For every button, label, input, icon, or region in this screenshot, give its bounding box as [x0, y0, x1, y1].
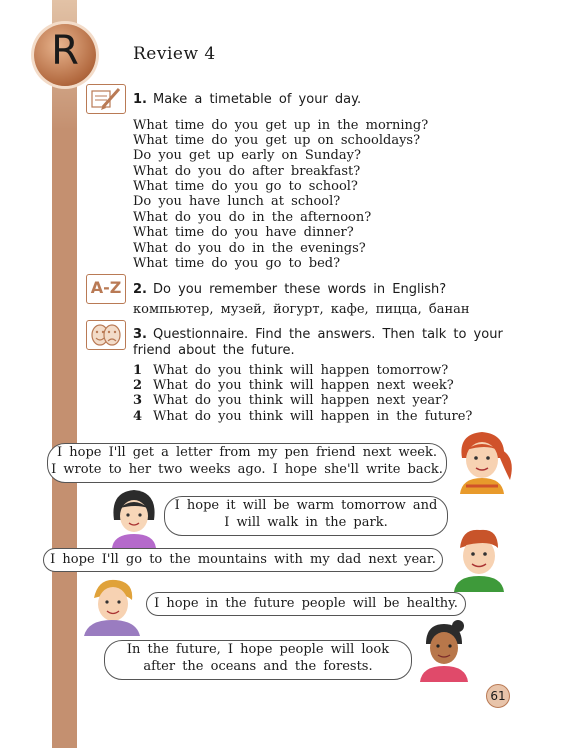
exercise-1-question: Do you have lunch at school?	[133, 194, 341, 209]
item-text: What do you think will happen next week?	[153, 378, 454, 393]
exercise-1-question: What time do you have dinner?	[133, 225, 354, 240]
item-text: What do you think will happen tomorrow?	[153, 363, 449, 378]
item-text: What do you think will happen in the future?	[153, 409, 473, 424]
speech-bubble	[47, 443, 447, 483]
exercise-1-question: What time do you get up on schooldays?	[133, 133, 421, 148]
az-icon-text: A-Z	[90, 278, 122, 297]
exercise-1-question: Do you get up early on Sunday?	[133, 148, 361, 163]
bubble-line: I will walk in the park.	[224, 515, 388, 530]
masks-icon	[86, 320, 126, 350]
bubble-line: I wrote to her two weeks ago. I hope she'll write back.	[51, 462, 443, 477]
exercise-1-heading	[133, 92, 361, 107]
page-title: Review 4	[133, 44, 216, 64]
review-badge	[34, 24, 96, 86]
boy-blond-illustration	[82, 576, 142, 636]
exercise-3-item	[133, 363, 448, 378]
exercise-3-item	[133, 393, 448, 408]
exercise-1-instruction: Make a timetable of your day.	[152, 92, 362, 107]
item-text: What do you think will happen next year?	[153, 393, 449, 408]
bubble-line: after the oceans and the forests.	[143, 659, 373, 674]
exercise-1-question: What do you do after breakfast?	[133, 164, 361, 179]
exercise-1-question: What time do you go to bed?	[133, 256, 341, 271]
exercise-3-number: 3.	[133, 327, 147, 342]
exercise-1-question: What time do you get up in the morning?	[133, 118, 429, 133]
item-number: 1	[133, 363, 143, 378]
exercise-1-number: 1.	[133, 92, 147, 107]
exercise-3-item	[133, 409, 472, 424]
bubble-line: I hope I'll go to the mountains with my dad next year.	[50, 552, 436, 567]
item-number: 4	[133, 409, 143, 424]
speech-bubble	[43, 548, 443, 572]
page-number: 61	[486, 684, 510, 708]
exercise-1-question: What do you do in the evenings?	[133, 241, 366, 256]
pencil-paper-icon	[86, 84, 126, 114]
speech-bubble	[164, 496, 448, 536]
exercise-1-question: What time do you go to school?	[133, 179, 358, 194]
exercise-3-heading	[133, 327, 503, 342]
exercise-2-number: 2.	[133, 282, 147, 297]
exercise-2-instruction: Do you remember these words in English?	[152, 282, 447, 297]
bubble-line: I hope I'll get a letter from my pen friend next week.	[57, 445, 437, 460]
item-number: 3	[133, 393, 143, 408]
badge-letter: R	[51, 28, 79, 74]
speech-bubble	[104, 640, 412, 680]
bubble-line: I hope in the future people will be healthy.	[154, 596, 458, 611]
speech-bubble	[146, 592, 466, 616]
exercise-2-heading	[133, 282, 446, 297]
item-number: 2	[133, 378, 143, 393]
az-dictionary-icon	[86, 274, 126, 304]
girl-dark-hair-illustration	[108, 486, 160, 548]
exercise-3-instruction-cont: friend about the future.	[133, 343, 295, 358]
exercise-3-item	[133, 378, 454, 393]
boy-red-hair-illustration	[448, 524, 510, 592]
exercise-1-question: What do you do in the afternoon?	[133, 210, 372, 225]
exercise-3-instruction: Questionnaire. Find the answers. Then talk to your	[152, 327, 503, 342]
russian-words: компьютер, музей, йогурт, кафе, пицца, банан	[133, 302, 470, 317]
girl-black-hair-illustration	[416, 618, 472, 682]
bubble-line: I hope it will be warm tomorrow and	[174, 498, 438, 513]
girl-red-hair-illustration	[452, 428, 516, 494]
bubble-line: In the future, I hope people will look	[126, 642, 390, 657]
